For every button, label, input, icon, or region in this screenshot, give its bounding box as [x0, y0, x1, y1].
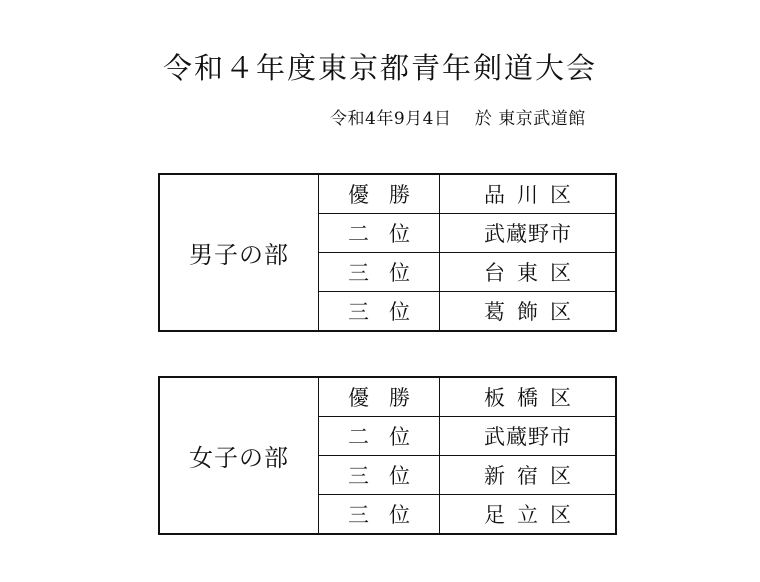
girls-division-table	[158, 376, 617, 535]
rank-cell: 優勝	[319, 377, 440, 417]
rank-cell: 二位	[319, 417, 440, 456]
division-label: 男子の部	[159, 174, 319, 331]
table-row	[159, 174, 616, 214]
boys-division-table	[158, 173, 617, 332]
rank-cell: 優勝	[319, 174, 440, 214]
team-cell: 葛飾区	[440, 292, 617, 332]
team-cell: 板橋区	[440, 377, 617, 417]
rank-cell: 三位	[319, 456, 440, 495]
page-title: 令和４年度東京都青年剣道大会	[162, 51, 597, 85]
division-label: 女子の部	[159, 377, 319, 534]
team-cell: 足立区	[440, 495, 617, 535]
team-cell: 品川区	[440, 174, 617, 214]
team-cell: 新宿区	[440, 456, 617, 495]
team-cell: 台東区	[440, 253, 617, 292]
rank-cell: 三位	[319, 495, 440, 535]
rank-cell: 二位	[319, 214, 440, 253]
event-date-venue: 令和4年9月4日 於 東京武道館	[330, 109, 586, 129]
table-row	[159, 377, 616, 417]
team-cell: 武蔵野市	[440, 417, 617, 456]
team-cell: 武蔵野市	[440, 214, 617, 253]
rank-cell: 三位	[319, 292, 440, 332]
rank-cell: 三位	[319, 253, 440, 292]
